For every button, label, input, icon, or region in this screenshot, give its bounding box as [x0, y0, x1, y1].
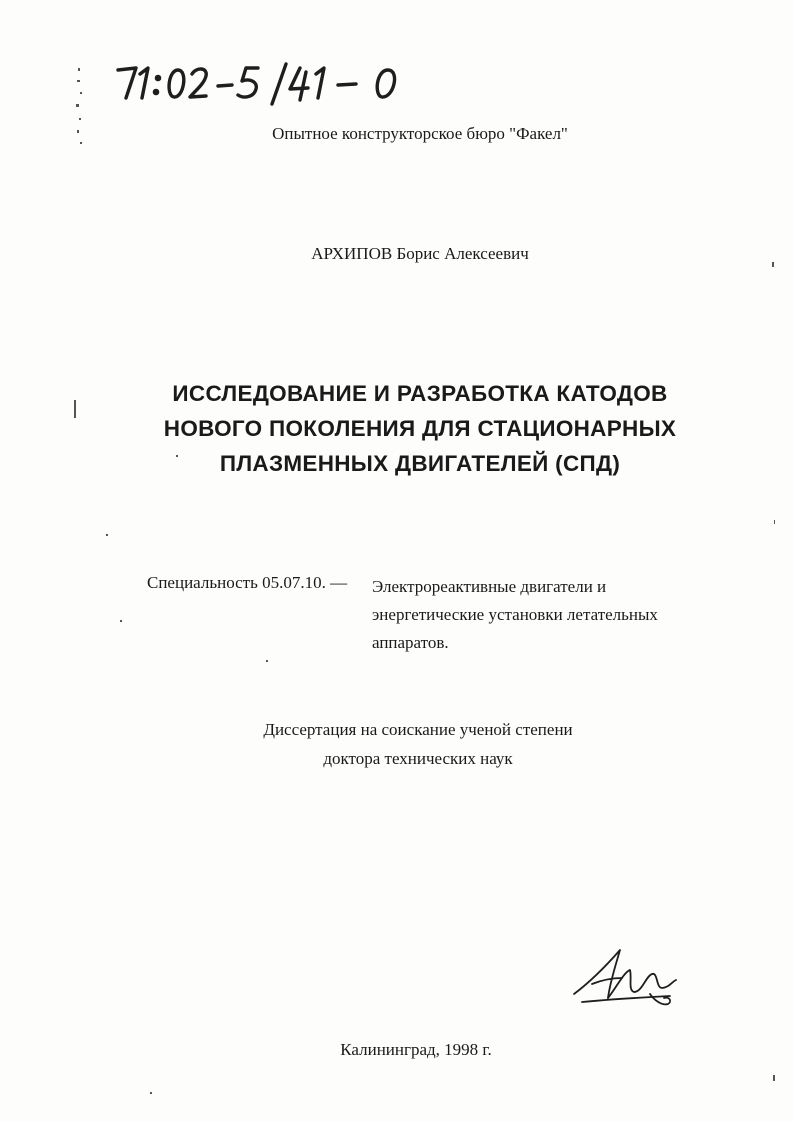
degree-line: доктора технических наук — [323, 749, 513, 768]
title-line: ИССЛЕДОВАНИЕ И РАЗРАБОТКА КАТОДОВ — [172, 381, 668, 406]
organization-name: Опытное конструкторское бюро "Факел" — [272, 124, 568, 143]
specialty-description — [372, 573, 658, 657]
author-name: АРХИПОВ Борис Алексеевич — [311, 244, 529, 263]
dissertation-title — [0, 376, 793, 481]
title-line: НОВОГО ПОКОЛЕНИЯ ДЛЯ СТАЦИОНАРНЫХ — [163, 416, 677, 441]
specialty-line: Электрореактивные двигатели и — [372, 577, 607, 596]
place-and-year: Калининград, 1998 г. — [340, 1040, 492, 1059]
author-signature — [572, 942, 682, 1014]
degree-line: Диссертация на соискание ученой степени — [263, 720, 573, 739]
specialty-line: энергетические установки летательных — [372, 605, 658, 624]
degree-statement — [0, 715, 793, 773]
specialty-line: аппаратов. — [372, 633, 449, 652]
specialty-label: Специальность 05.07.10. — — [147, 573, 348, 592]
title-line: ПЛАЗМЕННЫХ ДВИГАТЕЛЕЙ (СПД) — [219, 451, 621, 476]
archive-code-handwritten — [112, 58, 422, 110]
